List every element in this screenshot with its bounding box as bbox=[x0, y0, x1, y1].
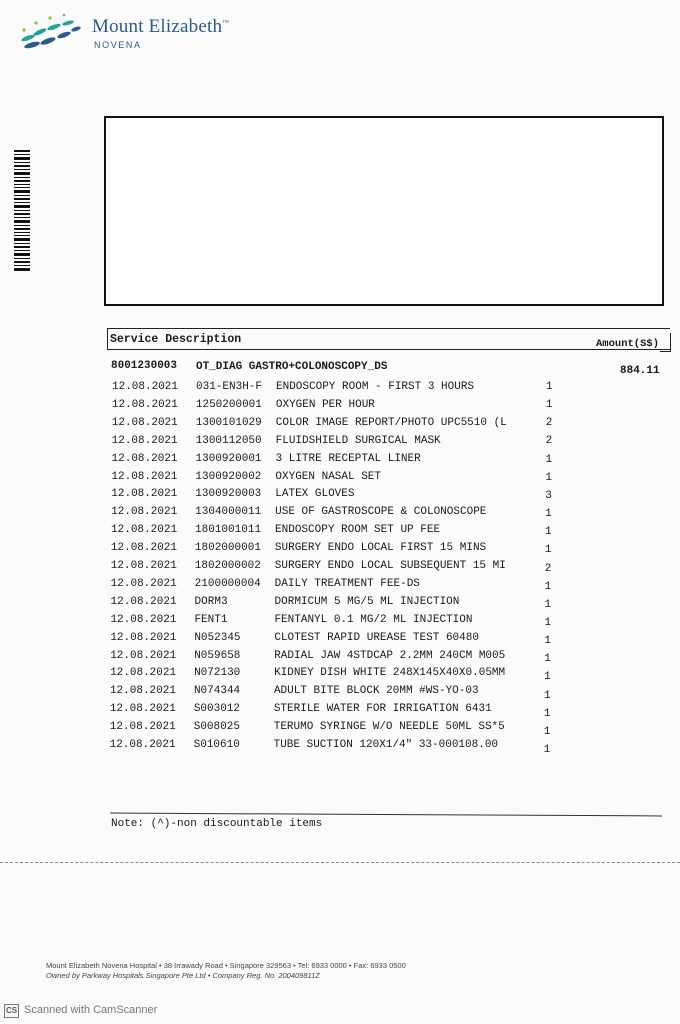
item-date: 12.08.2021 bbox=[112, 381, 179, 393]
header-service-description: Service Description bbox=[110, 333, 242, 346]
table-row bbox=[111, 596, 571, 612]
item-code: 1802000001 bbox=[194, 542, 261, 555]
item-date: 12.08.2021 bbox=[111, 452, 178, 465]
item-date: 12.08.2021 bbox=[110, 595, 177, 608]
table-row bbox=[111, 524, 571, 540]
package-code: 8001230003 bbox=[111, 360, 178, 372]
item-date: 12.08.2021 bbox=[111, 398, 178, 411]
item-description: COLOR IMAGE REPORT/PHOTO UPC5510 (L bbox=[275, 416, 507, 429]
item-code: 1300101029 bbox=[195, 416, 262, 429]
item-date: 12.08.2021 bbox=[109, 739, 176, 751]
item-code: 1300920001 bbox=[195, 452, 262, 465]
table-header-corner bbox=[660, 333, 671, 352]
package-amount: 884.11 bbox=[620, 365, 660, 377]
item-description: STERILE WATER FOR IRRIGATION 6431 bbox=[273, 703, 492, 716]
item-quantity: 1 bbox=[544, 598, 552, 611]
item-quantity: 1 bbox=[544, 544, 552, 557]
item-description: CLOTEST RAPID UREASE TEST 60480 bbox=[274, 631, 479, 644]
note-text: Note: (^)-non discountable items bbox=[111, 818, 323, 830]
table-row bbox=[112, 399, 572, 415]
item-description: OXYGEN PER HOUR bbox=[275, 398, 375, 411]
item-code: 2100000004 bbox=[194, 577, 261, 590]
item-date: 12.08.2021 bbox=[111, 434, 178, 447]
perforation-line bbox=[0, 862, 680, 863]
item-quantity: 2 bbox=[544, 562, 552, 575]
camscanner-text: Scanned with CamScanner bbox=[24, 1004, 158, 1016]
item-date: 12.08.2021 bbox=[110, 649, 177, 662]
item-code: S010610 bbox=[193, 739, 240, 751]
item-code: N059658 bbox=[194, 649, 241, 662]
footer-address: Mount Elizabeth Novena Hospital • 38 Irrawady Road • Singapore 329563 • Tel: 6933 0000 • Fax: 6933 0500 bbox=[46, 961, 406, 970]
item-quantity: 2 bbox=[545, 417, 553, 430]
item-description: DORMICUM 5 MG/5 ML INJECTION bbox=[274, 595, 460, 608]
barcode bbox=[10, 150, 32, 272]
item-date: 12.08.2021 bbox=[111, 488, 178, 501]
item-description: KIDNEY DISH WHITE 248X145X40X0.05MM bbox=[274, 667, 506, 680]
table-row bbox=[112, 417, 572, 433]
logo-mark-icon bbox=[18, 12, 84, 52]
note-divider bbox=[110, 813, 662, 817]
item-description: LATEX GLOVES bbox=[275, 488, 355, 501]
table-row bbox=[111, 471, 571, 487]
item-description: FENTANYL 0.1 MG/2 ML INJECTION bbox=[274, 613, 473, 626]
logo-subtitle: NOVENA bbox=[94, 40, 142, 50]
redacted-patient-info-box bbox=[104, 116, 664, 306]
item-date: 12.08.2021 bbox=[109, 703, 176, 716]
item-description: ADULT BITE BLOCK 20MM #WS-YO-03 bbox=[273, 685, 479, 698]
item-code: 1801001011 bbox=[195, 524, 262, 537]
item-description: RADIAL JAW 4STDCAP 2.2MM 240CM M005 bbox=[274, 649, 506, 662]
item-quantity: 1 bbox=[545, 508, 552, 521]
item-quantity: 1 bbox=[543, 689, 551, 702]
table-row bbox=[110, 667, 570, 683]
logo-name: Mount Elizabeth™ bbox=[92, 16, 230, 37]
item-quantity: 1 bbox=[544, 616, 552, 629]
item-quantity: 1 bbox=[543, 725, 551, 738]
item-description: TERUMO SYRINGE W/O NEEDLE 50ML SS*5 bbox=[273, 721, 505, 734]
item-date: 12.08.2021 bbox=[111, 524, 178, 537]
item-date: 12.08.2021 bbox=[110, 542, 177, 555]
item-description: ENDOSCOPY ROOM SET UP FEE bbox=[275, 524, 441, 537]
table-row bbox=[110, 703, 570, 719]
item-code: 031-EN3H-F bbox=[196, 381, 263, 393]
item-description: FLUIDSHIELD SURGICAL MASK bbox=[275, 434, 441, 447]
item-date: 12.08.2021 bbox=[110, 577, 177, 590]
package-description: OT_DIAG GASTRO+COLONOSCOPY_DS bbox=[196, 361, 388, 373]
table-row bbox=[110, 650, 570, 666]
table-row bbox=[110, 632, 570, 648]
table-row bbox=[111, 488, 571, 504]
item-code: 1304000011 bbox=[195, 506, 262, 519]
item-date: 12.08.2021 bbox=[109, 721, 176, 734]
item-quantity: 1 bbox=[543, 707, 551, 720]
item-code: FENT1 bbox=[194, 613, 228, 626]
table-row bbox=[110, 685, 570, 701]
item-quantity: 1 bbox=[544, 635, 551, 648]
item-code: S003012 bbox=[193, 703, 241, 716]
item-code: 1250200001 bbox=[195, 398, 262, 411]
table-row bbox=[110, 739, 570, 755]
item-date: 12.08.2021 bbox=[110, 560, 177, 572]
table-row bbox=[110, 614, 570, 630]
item-quantity: 1 bbox=[546, 381, 553, 393]
item-date: 12.08.2021 bbox=[111, 470, 178, 483]
item-quantity: 3 bbox=[545, 489, 552, 502]
item-description: SURGERY ENDO LOCAL FIRST 15 MINS bbox=[274, 542, 487, 555]
item-code: N072130 bbox=[194, 667, 241, 680]
item-code: S008025 bbox=[193, 721, 240, 734]
item-code: 1802000002 bbox=[194, 560, 261, 572]
item-date: 12.08.2021 bbox=[109, 685, 176, 698]
item-code: 1300920002 bbox=[195, 470, 262, 483]
item-quantity: 1 bbox=[545, 399, 553, 412]
table-row bbox=[110, 721, 570, 737]
camscanner-icon: CS bbox=[4, 1004, 19, 1018]
item-quantity: 1 bbox=[544, 671, 551, 684]
item-description: TUBE SUCTION 120X1/4" 33-000108.00 bbox=[273, 739, 499, 751]
item-date: 12.08.2021 bbox=[111, 506, 178, 519]
table-row bbox=[111, 506, 571, 522]
table-row bbox=[112, 453, 572, 469]
item-quantity: 1 bbox=[544, 580, 552, 593]
table-row bbox=[111, 578, 571, 594]
item-quantity: 2 bbox=[545, 435, 553, 448]
item-date: 12.08.2021 bbox=[110, 631, 177, 644]
item-description: SURGERY ENDO LOCAL SUBSEQUENT 15 MI bbox=[274, 560, 506, 572]
item-date: 12.08.2021 bbox=[111, 416, 178, 429]
item-quantity: 1 bbox=[544, 653, 551, 666]
item-code: DORM3 bbox=[194, 595, 228, 608]
table-row bbox=[111, 560, 571, 576]
item-description: USE OF GASTROSCOPE & COLONOSCOPE bbox=[275, 506, 487, 519]
item-quantity: 1 bbox=[545, 471, 552, 484]
item-quantity: 1 bbox=[545, 526, 552, 539]
item-code: N074344 bbox=[193, 685, 241, 698]
item-date: 12.08.2021 bbox=[110, 667, 177, 680]
hospital-logo bbox=[18, 12, 278, 62]
item-code: 1300112050 bbox=[195, 434, 262, 447]
header-amount: Amount(S$) bbox=[596, 338, 660, 350]
item-date: 12.08.2021 bbox=[110, 613, 177, 626]
item-description: 3 LITRE RECEPTAL LINER bbox=[275, 452, 421, 465]
item-quantity: 1 bbox=[543, 744, 551, 756]
footer-ownership: Owned by Parkway Hospitals Singapore Pte Ltd • Company Reg. No. 200409811Z bbox=[46, 971, 320, 980]
table-row bbox=[111, 542, 571, 558]
table-row bbox=[112, 435, 572, 451]
item-description: DAILY TREATMENT FEE-DS bbox=[274, 577, 420, 590]
item-quantity: 1 bbox=[545, 453, 553, 466]
table-row bbox=[112, 381, 572, 397]
item-code: N052345 bbox=[194, 631, 241, 644]
item-code: 1300920003 bbox=[195, 488, 262, 501]
item-description: OXYGEN NASAL SET bbox=[275, 470, 382, 483]
item-description: ENDOSCOPY ROOM - FIRST 3 HOURS bbox=[276, 381, 475, 393]
